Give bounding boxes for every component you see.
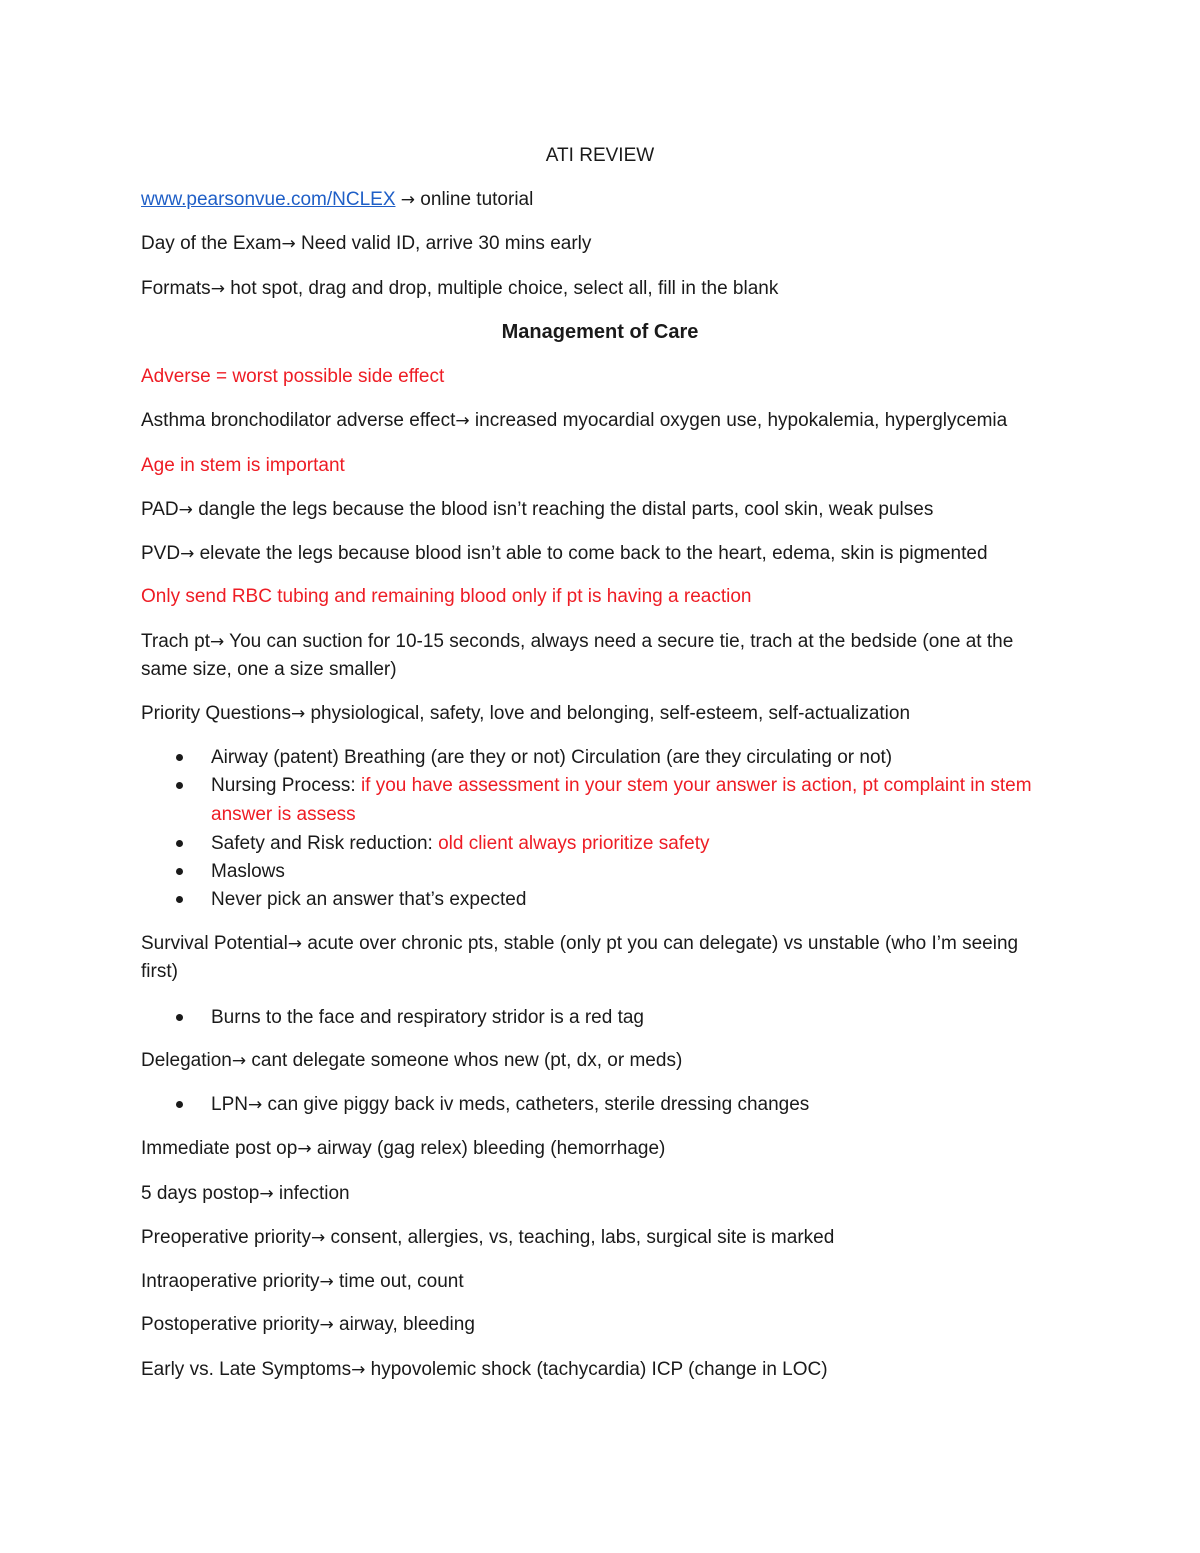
preop-label: Preoperative priority [141, 1227, 312, 1248]
safety-label: Safety and Risk reduction: [211, 833, 439, 854]
formats-line [141, 277, 778, 301]
list-item-abc: Airway (patent) Breathing (are they or not) Circulation (are they circulating or not) [211, 747, 893, 768]
intraop-text: time out, count [333, 1271, 464, 1292]
list-item-lpn [211, 1093, 809, 1117]
nursing-process-label: Nursing Process: [211, 775, 361, 796]
arrow-icon: → [247, 1095, 263, 1115]
safety-note: old client always prioritize safety [438, 833, 710, 854]
list-item-maslows: Maslows [211, 861, 285, 882]
arrow-icon: → [319, 1315, 334, 1335]
survival-text: acute over chronic pts, stable (only pt you can delegate) vs unstable (who I’m seeing [302, 933, 1019, 954]
lpn-text: can give piggy back iv meds, catheters, sterile dressing changes [262, 1094, 810, 1115]
immediate-postop-label: Immediate post op [141, 1138, 298, 1159]
trach-line [141, 630, 1013, 654]
postop-text: airway, bleeding [333, 1314, 475, 1335]
arrow-icon: → [281, 234, 296, 254]
nursing-process-note-2: answer is assess [211, 804, 356, 825]
formats-label: Formats [141, 278, 211, 299]
survival-label: Survival Potential [141, 933, 288, 954]
bullet-icon [176, 782, 183, 789]
bullet-icon [176, 896, 183, 903]
bullet-icon [176, 840, 183, 847]
priority-line [141, 702, 910, 726]
arrow-icon: → [311, 1228, 326, 1248]
arrow-icon: → [287, 934, 303, 954]
list-item-never: Never pick an answer that’s expected [211, 889, 527, 910]
lpn-label: LPN [211, 1094, 248, 1115]
immediate-postop-text: airway (gag relex) bleeding (hemorrhage) [311, 1138, 666, 1159]
tutorial-text: online tutorial [415, 189, 534, 210]
bullet-icon [176, 1101, 183, 1108]
delegation-label: Delegation [141, 1050, 232, 1071]
rbc-note: Only send RBC tubing and remaining blood only if pt is having a reaction [141, 586, 752, 607]
delegation-line [141, 1049, 682, 1073]
list-item-burns: Burns to the face and respiratory stridor is a red tag [211, 1007, 644, 1028]
arrow-icon: → [180, 544, 195, 564]
delegation-text: cant delegate someone whos new (pt, dx, or meds) [246, 1050, 683, 1071]
pvd-label: PVD [141, 543, 181, 564]
nclex-link[interactable]: www.pearsonvue.com/NCLEX [141, 189, 396, 210]
five-days-line [141, 1182, 350, 1206]
pvd-line [141, 542, 988, 566]
arrow-icon: → [297, 1139, 312, 1159]
exam-day-text: Need valid ID, arrive 30 mins early [295, 233, 592, 254]
trach-line-2: same size, one a size smaller) [141, 659, 397, 680]
immediate-postop-line [141, 1137, 665, 1161]
survival-line [141, 932, 1018, 956]
age-note: Age in stem is important [141, 455, 345, 476]
priority-text: physiological, safety, love and belonging, self-esteem, self-actualization [305, 703, 911, 724]
asthma-text: increased myocardial oxygen use, hypokalemia, hyperglycemia [469, 410, 1008, 431]
arrow-icon: → [178, 500, 193, 520]
arrow-icon: → [455, 411, 470, 431]
arrow-icon: → [351, 1360, 366, 1380]
formats-text: hot spot, drag and drop, multiple choice, select all, fill in the blank [224, 278, 779, 299]
arrow-icon: → [231, 1051, 247, 1071]
asthma-line [141, 409, 1007, 433]
adverse-note: Adverse = worst possible side effect [141, 366, 445, 387]
arrow-icon: → [210, 279, 225, 299]
arrow-icon: → [400, 190, 416, 210]
list-item-nursing-process [211, 774, 1032, 798]
asthma-label: Asthma bronchodilator adverse effect [141, 410, 456, 431]
survival-line-2: first) [141, 961, 178, 982]
tutorial-line [141, 188, 533, 212]
early-late-label: Early vs. Late Symptoms [141, 1359, 352, 1380]
trach-text: You can suction for 10-15 seconds, always need a secure tie, trach at the bedside (one at the [224, 631, 1014, 652]
list-item-safety [211, 832, 709, 856]
preop-line [141, 1226, 834, 1250]
pad-label: PAD [141, 499, 179, 520]
pad-line [141, 498, 933, 522]
bullet-icon [176, 868, 183, 875]
exam-day-label: Day of the Exam [141, 233, 282, 254]
intraop-line [141, 1270, 464, 1294]
early-late-text: hypovolemic shock (tachycardia) ICP (change in LOC) [365, 1359, 828, 1380]
trach-label: Trach pt [141, 631, 210, 652]
arrow-icon: → [319, 1272, 334, 1292]
postop-line [141, 1313, 475, 1337]
bullet-icon [176, 1014, 183, 1021]
five-days-text: infection [273, 1183, 350, 1204]
section-heading: Management of Care [501, 321, 699, 343]
pad-text: dangle the legs because the blood isn’t reaching the distal parts, cool skin, weak pulses [192, 499, 934, 520]
bullet-icon [176, 754, 183, 761]
preop-text: consent, allergies, vs, teaching, labs, surgical site is marked [325, 1227, 835, 1248]
nursing-process-note: if you have assessment in your stem your answer is action, pt complaint in stem [360, 775, 1032, 796]
five-days-label: 5 days postop [141, 1183, 260, 1204]
doc-title: ATI REVIEW [545, 145, 655, 166]
arrow-icon: → [290, 704, 306, 724]
arrow-icon: → [259, 1184, 274, 1204]
early-late-line [141, 1358, 828, 1382]
priority-label: Priority Questions [141, 703, 291, 724]
intraop-label: Intraoperative priority [141, 1271, 320, 1292]
pvd-text: elevate the legs because blood isn’t able to come back to the heart, edema, skin is pigmented [194, 543, 988, 564]
exam-day-line [141, 232, 591, 256]
arrow-icon: → [210, 632, 225, 652]
postop-label: Postoperative priority [141, 1314, 320, 1335]
